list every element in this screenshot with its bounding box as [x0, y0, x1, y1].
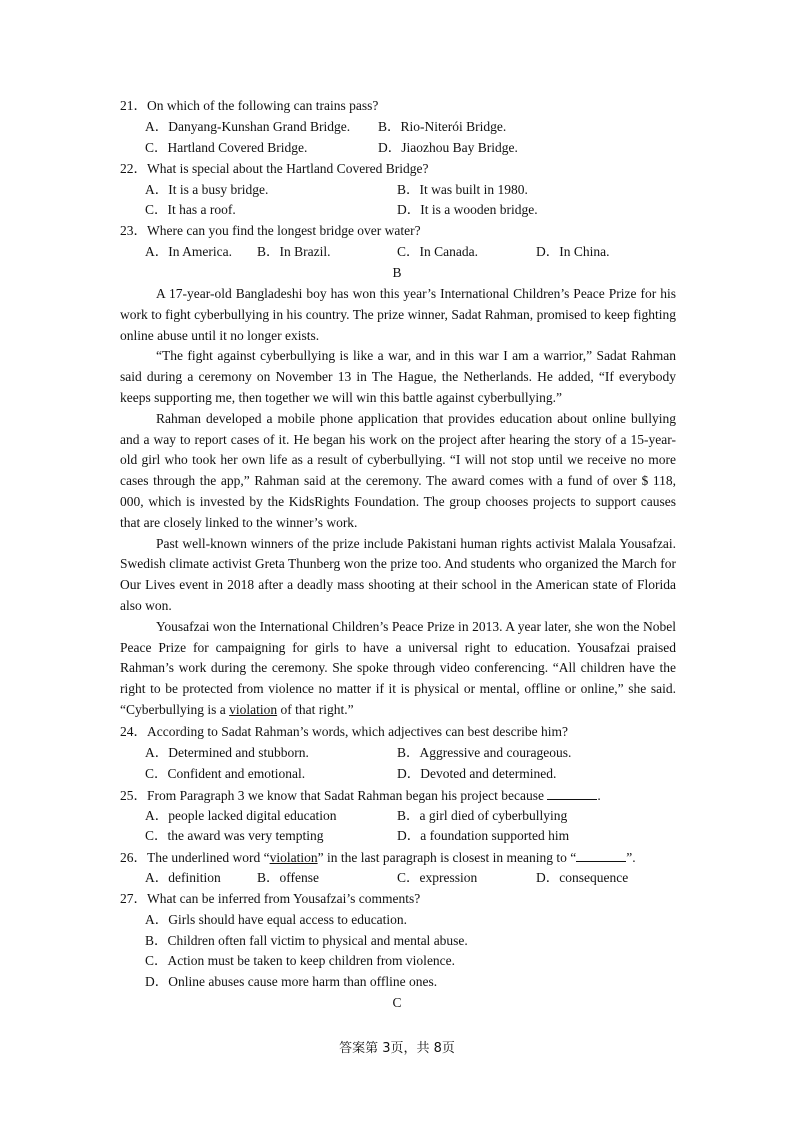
- q26-answer-blank: [576, 847, 626, 862]
- q21-option-c: C．Hartland Covered Bridge.: [145, 140, 308, 155]
- q23-option-d: D．In China.: [536, 244, 610, 259]
- q24-option-b: B．Aggressive and courageous.: [397, 745, 572, 760]
- q25-option-b: B．a girl died of cyberbullying: [397, 808, 568, 823]
- q27-option-d: D．Online abuses cause more harm than offline ones.: [145, 974, 438, 989]
- q25-stem-end: .: [597, 788, 601, 803]
- passage-paragraph-5: [120, 617, 676, 721]
- section-c-heading: C: [392, 995, 402, 1010]
- q26-option-d: D．consequence: [536, 870, 629, 885]
- q25-stem-line: [120, 785, 601, 805]
- underlined-word-violation: violation: [229, 701, 278, 717]
- q22-option-b: B．It was built in 1980.: [397, 182, 528, 197]
- passage-b: [120, 284, 676, 721]
- page-footer: 答案第 3页，共 8页: [339, 1041, 455, 1056]
- q21-option-b: B．Rio-Niterói Bridge.: [378, 119, 507, 134]
- q22-option-d: D．It is a wooden bridge.: [397, 202, 538, 217]
- section-b-heading: B: [392, 265, 402, 280]
- q26-option-c: C．expression: [397, 870, 478, 885]
- passage-paragraph-3: Rahman developed a mobile phone application that provides education about online bullying and a way to report cases of it. He began his work on the project after hearing the story of a 15-year-old girl who took her own life as a result of cyberbullying. “I will not stop until we receive no more cases through the app,” Rahman said at the ceremony. The award comes with a fund of over $ 118, 000, which is invested by the KidsRights Foundation. The group chooses projects to support causes that are closely linked to the winner’s work.: [120, 410, 676, 530]
- q27-option-b: B．Children often fall victim to physical and mental abuse.: [145, 933, 468, 948]
- passage-paragraph-4: Past well-known winners of the prize include Pakistani human rights activist Malala Yousafzai. Swedish climate activist Greta Thunberg won the prize too. And students who organized the March for Our Lives event in 2018 after a deadly mass shooting at their school in the American state of Florida also won.: [120, 535, 676, 613]
- passage-p5-end: of that right.”: [277, 701, 354, 717]
- q24-option-a: A．Determined and stubborn.: [145, 745, 309, 760]
- q26-option-b: B．offense: [257, 870, 319, 885]
- passage-p5-text: Yousafzai won the International Children’s Peace Prize in 2013. A year later, she won the Nobel Peace Prize for campaigning for girls to have a universal right to education. Yousafzai praised Rahman’s work during the ceremony. She spoke through video conferencing. “All children have the right to be protected from violence no matter if it is physical or mental, offline or online,” she said. “Cyberbullying is a: [120, 618, 676, 717]
- q21-option-d: D．Jiaozhou Bay Bridge.: [378, 140, 518, 155]
- q21-option-a: A．Danyang-Kunshan Grand Bridge.: [145, 119, 351, 134]
- passage-paragraph-1: A 17-year-old Bangladeshi boy has won this year’s International Children’s Peace Prize for his work to fight cyberbullying in his country. The prize winner, Sadat Rahman, promised to keep fighting online abuse until it no longer exists.: [120, 286, 676, 343]
- q26-stem-start: 26．The underlined word “: [120, 850, 270, 865]
- q24-stem: 24．According to Sadat Rahman’s words, which adjectives can best describe him?: [120, 724, 569, 739]
- q27-stem: 27．What can be inferred from Yousafzai’s comments?: [120, 891, 421, 906]
- q23-option-a: A．In America.: [145, 244, 232, 259]
- q21-stem: 21．On which of the following can trains pass?: [120, 98, 379, 113]
- passage-paragraph-2: “The fight against cyberbullying is like a war, and in this war I am a warrior,” Sadat Rahman said during a ceremony on November 13 in The Hague, the Netherlands. He added, “If everybody keeps supporting me, then together we will win this battle against cyberbullying.”: [120, 348, 676, 405]
- q27-option-a: A．Girls should have equal access to education.: [145, 912, 408, 927]
- q25-option-c: C．the award was very tempting: [145, 828, 324, 843]
- q27-option-c: C．Action must be taken to keep children from violence.: [145, 953, 456, 968]
- q25-option-a: A．people lacked digital education: [145, 808, 337, 823]
- q23-option-b: B．In Brazil.: [257, 244, 331, 259]
- q25-answer-blank: [547, 785, 597, 800]
- q24-option-c: C．Confident and emotional.: [145, 766, 306, 781]
- q22-stem: 22．What is special about the Hartland Covered Bridge?: [120, 161, 429, 176]
- q25-option-d: D．a foundation supported him: [397, 828, 570, 843]
- q26-stem-mid: ” in the last paragraph is closest in meaning to “: [317, 850, 577, 865]
- q26-stem-end: ”.: [626, 850, 636, 865]
- q26-stem-line: [120, 847, 636, 867]
- q25-stem: 25．From Paragraph 3 we know that Sadat Rahman began his project because: [120, 788, 545, 803]
- q22-option-c: C．It has a roof.: [145, 202, 236, 217]
- q26-option-a: A．definition: [145, 870, 221, 885]
- q26-underlined-word: violation: [269, 850, 318, 865]
- q23-stem: 23．Where can you find the longest bridge over water?: [120, 223, 421, 238]
- q24-option-d: D．Devoted and determined.: [397, 766, 557, 781]
- q22-option-a: A．It is a busy bridge.: [145, 182, 269, 197]
- q23-option-c: C．In Canada.: [397, 244, 478, 259]
